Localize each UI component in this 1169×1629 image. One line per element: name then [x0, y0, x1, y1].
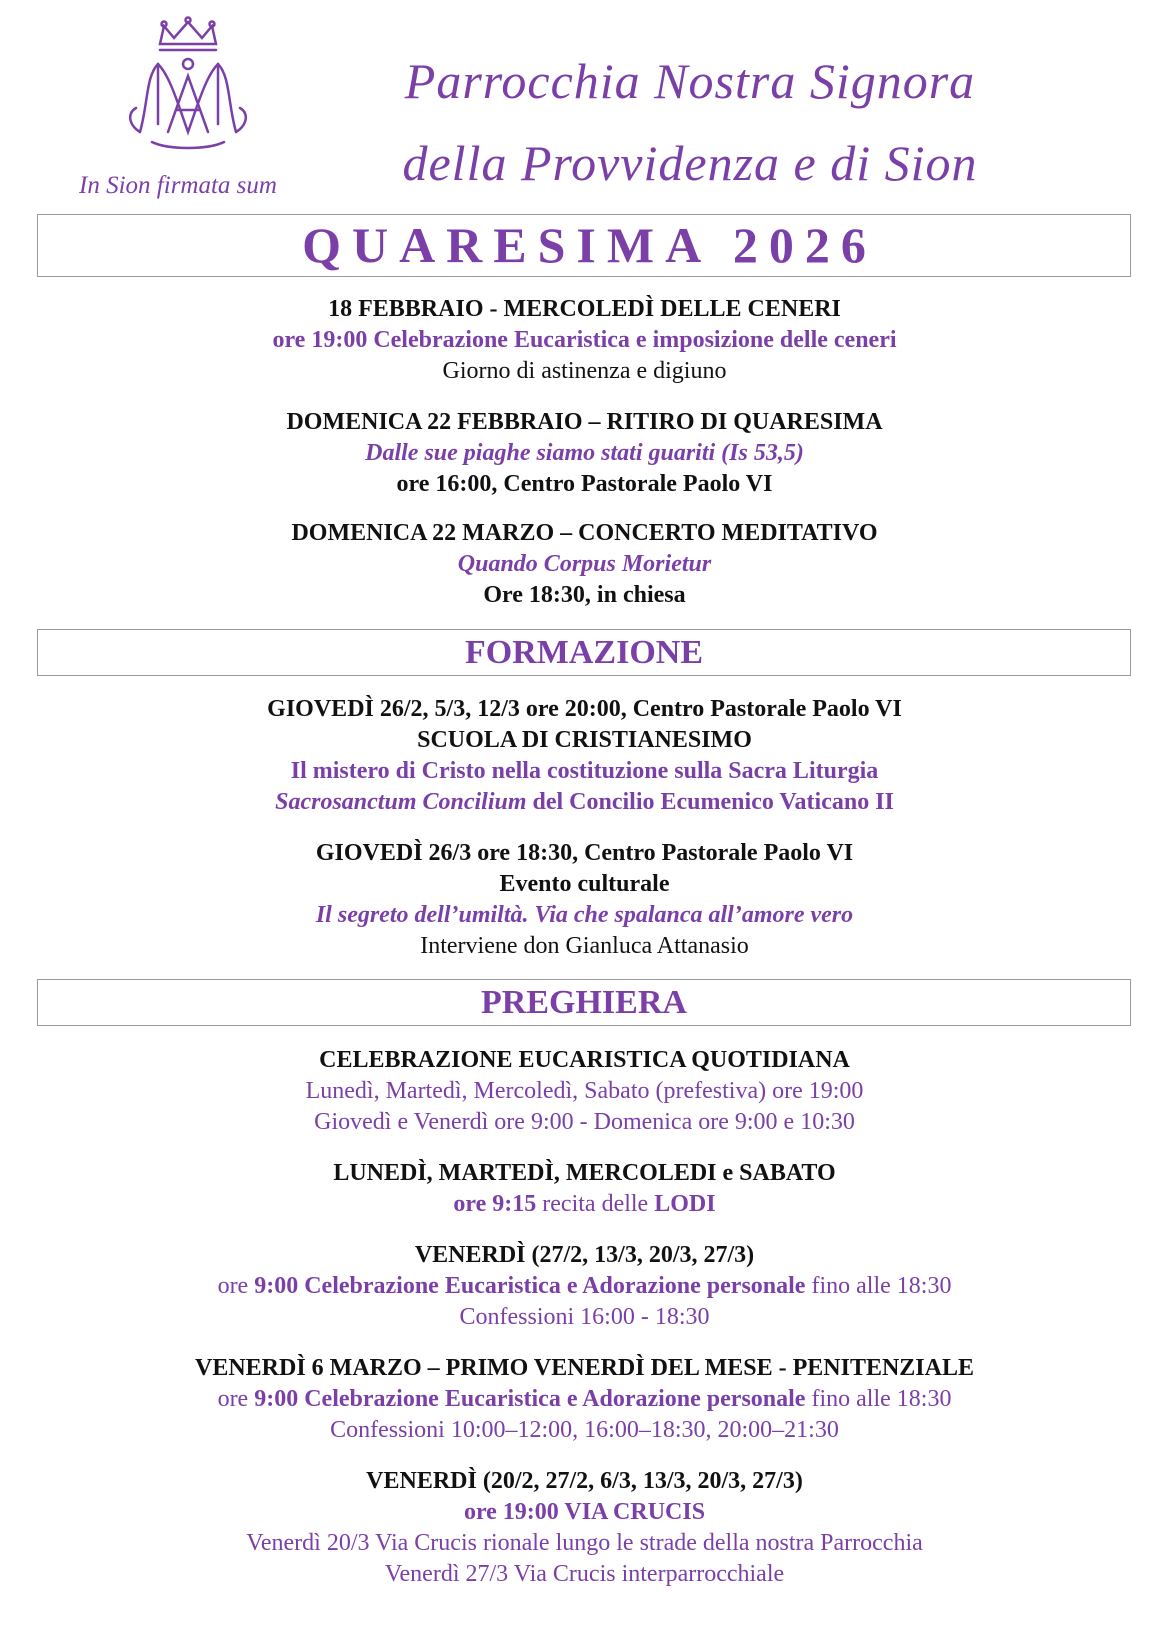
- event-name: SCUOLA DI CRISTIANESIMO: [417, 727, 752, 753]
- via-crucis-line: Venerdì 20/3 Via Crucis rionale lungo le strade della nostra Parrocchia: [246, 1530, 923, 1556]
- parish-name-line2: della Provvidenza e di Sion: [402, 135, 978, 191]
- event-note: ore 16:00, Centro Pastorale Paolo VI: [396, 471, 773, 497]
- event-name: Evento culturale: [499, 871, 670, 897]
- lodi-text: recita delle: [536, 1191, 655, 1217]
- event-when: GIOVEDÌ 26/2, 5/3, 12/3 ore 20:00, Centro Pastorale Paolo VI: [267, 696, 902, 722]
- event-topic: Il mistero di Cristo nella costituzione sulla Sacra Liturgia: [290, 758, 879, 784]
- venerdi-pre: ore: [217, 1273, 255, 1299]
- via-crucis-time: ore 19:00 VIA CRUCIS: [463, 1499, 706, 1525]
- parish-name: [370, 40, 1010, 204]
- venerdi-heading: VENERDÌ (27/2, 13/3, 20/3, 27/3): [414, 1242, 755, 1268]
- document-title: Sacrosanctum Concilium: [275, 789, 527, 815]
- event-note: Giorno di astinenza e digiuno: [442, 358, 727, 384]
- event-speaker: Interviene don Gianluca Attanasio: [420, 933, 749, 959]
- primo-venerdi-pre: ore: [217, 1386, 255, 1412]
- daily-mass-line: Lunedì, Martedì, Mercoledì, Sabato (prefestiva) ore 19:00: [305, 1078, 864, 1104]
- venerdi-confessioni: Confessioni 16:00 - 18:30: [459, 1304, 710, 1330]
- event-detail: Dalle sue piaghe siamo stati guariti (Is 53,5): [365, 440, 804, 466]
- lodi-line: [0, 1189, 1169, 1220]
- motto: In Sion firmata sum: [79, 172, 277, 199]
- venerdi-post: fino alle 18:30: [805, 1273, 952, 1299]
- lodi-time: ore 9:15: [453, 1191, 537, 1217]
- event-topic: Il segreto dell’umiltà. Via che spalanca all’amore vero: [315, 902, 854, 928]
- via-crucis-line: Venerdì 27/3 Via Crucis interparrocchiale: [384, 1561, 785, 1587]
- section-title-preghiera: PREGHIERA: [37, 979, 1131, 1026]
- lodi-name: LODI: [654, 1191, 716, 1217]
- event-when: GIOVEDÌ 26/3 ore 18:30, Centro Pastorale Paolo VI: [315, 840, 854, 866]
- daily-mass-heading: CELEBRAZIONE EUCARISTICA QUOTIDIANA: [319, 1047, 850, 1073]
- primo-venerdi-heading: VENERDÌ 6 MARZO – PRIMO VENERDÌ DEL MESE - PENITENZIALE: [195, 1355, 974, 1381]
- event-heading: 18 FEBBRAIO - MERCOLEDÌ DELLE CENERI: [328, 296, 841, 322]
- venerdi-bold: 9:00 Celebrazione Eucaristica e Adorazione personale: [254, 1273, 806, 1299]
- primo-venerdi-confessioni: Confessioni 10:00–12:00, 16:00–18:30, 20:00–21:30: [330, 1417, 839, 1443]
- event-heading: DOMENICA 22 MARZO – CONCERTO MEDITATIVO: [291, 520, 878, 546]
- header: [0, 0, 1169, 210]
- via-crucis-heading: VENERDÌ (20/2, 27/2, 6/3, 13/3, 20/3, 27/3): [366, 1468, 803, 1494]
- venerdi-line: [0, 1271, 1169, 1302]
- event-detail: ore 19:00 Celebrazione Eucaristica e imposizione delle ceneri: [272, 327, 897, 353]
- primo-venerdi-bold: 9:00 Celebrazione Eucaristica e Adorazione personale: [254, 1386, 806, 1412]
- event-note: Ore 18:30, in chiesa: [483, 582, 686, 608]
- lodi-heading: LUNEDÌ, MARTEDÌ, MERCOLEDI e SABATO: [333, 1160, 836, 1186]
- primo-venerdi-post: fino alle 18:30: [805, 1386, 952, 1412]
- primo-venerdi-line: [0, 1384, 1169, 1415]
- parish-name-line1: Parrocchia Nostra Signora: [404, 53, 976, 109]
- section-title-quaresima: QUARESIMA 2026: [37, 214, 1131, 277]
- document-source: del Concilio Ecumenico Vaticano II: [526, 789, 894, 815]
- section-title-formazione: FORMAZIONE: [37, 629, 1131, 676]
- crowned-marian-monogram-icon: [118, 14, 258, 154]
- event-heading: DOMENICA 22 FEBBRAIO – RITIRO DI QUARESIMA: [286, 409, 883, 435]
- event-document: [0, 787, 1169, 818]
- event-detail: Quando Corpus Morietur: [457, 551, 712, 577]
- daily-mass-line: Giovedì e Venerdì ore 9:00 - Domenica ore 9:00 e 10:30: [314, 1109, 855, 1135]
